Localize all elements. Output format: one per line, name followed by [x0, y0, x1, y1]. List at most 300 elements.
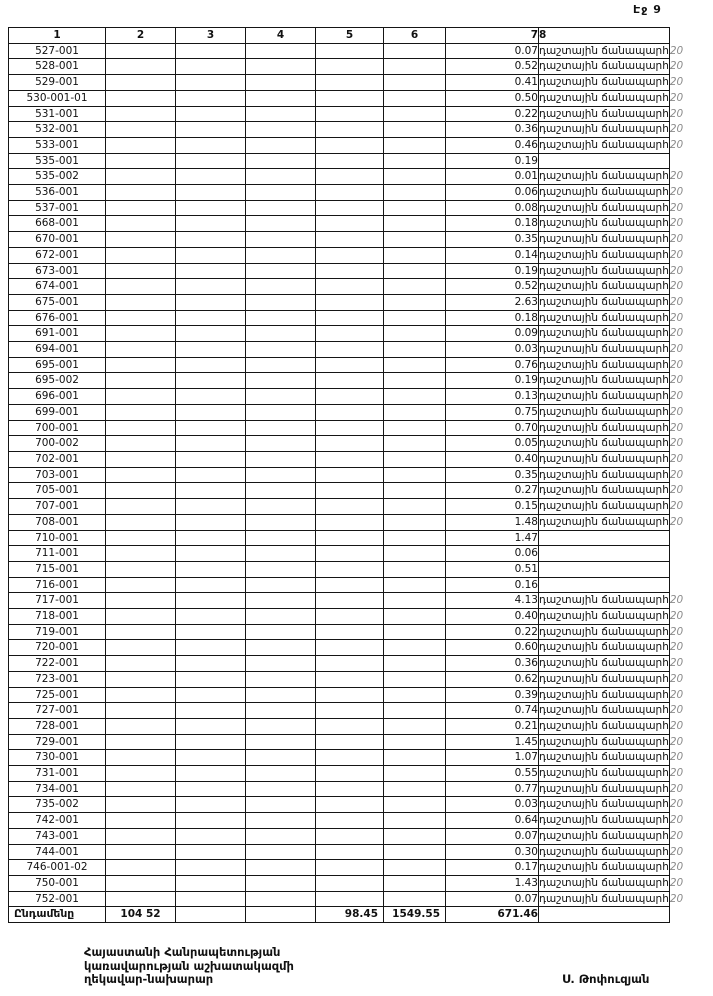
total-col8-cell	[539, 907, 670, 923]
col2-cell	[106, 530, 176, 546]
table-body	[9, 43, 712, 907]
col2-cell	[106, 514, 176, 530]
margin-mark: 20	[669, 798, 684, 811]
margin-mark: 20	[669, 186, 684, 199]
margin-mark	[669, 561, 711, 577]
col4-cell	[246, 373, 316, 389]
code-cell: 694-001	[9, 342, 106, 358]
type-cell: դաշտային ճանապարհ	[539, 640, 670, 656]
margin-mark: 20	[669, 468, 684, 481]
table-row	[9, 373, 712, 389]
margin-mark: 20	[669, 343, 684, 356]
margin-mark	[669, 153, 711, 169]
col3-cell	[176, 122, 246, 138]
col4-cell	[246, 232, 316, 248]
margin-mark: 20	[669, 327, 684, 340]
margin-mark: 20	[669, 91, 684, 104]
col5-cell	[316, 546, 384, 562]
col3-cell	[176, 310, 246, 326]
type-cell: դաշտային ճանապարհ	[539, 797, 670, 813]
col2-cell	[106, 860, 176, 876]
col3-cell	[176, 687, 246, 703]
table-row	[9, 436, 712, 452]
col3-cell	[176, 671, 246, 687]
type-cell: դաշտային ճանապարհ	[539, 609, 670, 625]
col5-cell	[316, 687, 384, 703]
col2-cell	[106, 467, 176, 483]
code-cell: 719-001	[9, 624, 106, 640]
area-cell: 0.64	[446, 813, 539, 829]
code-cell: 529-001	[9, 75, 106, 91]
land-parcel-table	[8, 27, 712, 923]
col5-cell	[316, 781, 384, 797]
margin-mark: 20	[669, 610, 684, 623]
col2-cell	[106, 106, 176, 122]
type-cell: դաշտային ճանապարհ	[539, 404, 670, 420]
col6-cell	[384, 624, 446, 640]
col5-cell	[316, 844, 384, 860]
col3-cell	[176, 781, 246, 797]
code-cell: 528-001	[9, 59, 106, 75]
table-row	[9, 891, 712, 907]
code-cell: 695-002	[9, 373, 106, 389]
code-cell: 691-001	[9, 326, 106, 342]
table-row	[9, 106, 712, 122]
col4-cell	[246, 43, 316, 59]
total-col4-cell	[246, 907, 316, 923]
type-cell: դաշտային ճանապարհ	[539, 891, 670, 907]
col6-cell	[384, 671, 446, 687]
col6-cell	[384, 169, 446, 185]
code-cell: 722-001	[9, 656, 106, 672]
code-cell: 674-001	[9, 279, 106, 295]
col5-cell	[316, 734, 384, 750]
type-cell: դաշտային ճանապարհ	[539, 200, 670, 216]
col3-cell	[176, 294, 246, 310]
col4-cell	[246, 577, 316, 593]
code-cell: 531-001	[9, 106, 106, 122]
table-row	[9, 593, 712, 609]
type-cell: դաշտային ճանապարհ	[539, 687, 670, 703]
code-cell: 742-001	[9, 813, 106, 829]
table-row	[9, 357, 712, 373]
total-col3-cell	[176, 907, 246, 923]
col5-cell	[316, 624, 384, 640]
column-header: 3	[176, 28, 246, 44]
col2-cell	[106, 797, 176, 813]
col3-cell	[176, 326, 246, 342]
col3-cell	[176, 656, 246, 672]
area-cell: 0.01	[446, 169, 539, 185]
col2-cell	[106, 294, 176, 310]
table-row	[9, 561, 712, 577]
col6-cell	[384, 137, 446, 153]
col3-cell	[176, 373, 246, 389]
col4-cell	[246, 59, 316, 75]
type-cell: դաշտային ճանապարհ	[539, 875, 670, 891]
table-row	[9, 483, 712, 499]
margin-mark: 20	[669, 484, 684, 497]
col3-cell	[176, 247, 246, 263]
col5-cell	[316, 342, 384, 358]
col5-cell	[316, 561, 384, 577]
table-row	[9, 875, 712, 891]
area-cell: 0.22	[446, 106, 539, 122]
margin-mark	[669, 530, 711, 546]
type-cell: դաշտային ճանապարհ	[539, 169, 670, 185]
table-row	[9, 640, 712, 656]
area-cell: 0.14	[446, 247, 539, 263]
col6-cell	[384, 294, 446, 310]
col5-cell	[316, 404, 384, 420]
col5-cell	[316, 326, 384, 342]
area-cell: 0.76	[446, 357, 539, 373]
col5-cell	[316, 436, 384, 452]
type-cell: դաշտային ճանապարհ	[539, 137, 670, 153]
margin-mark: 20	[669, 735, 684, 748]
margin-mark: 20	[669, 704, 684, 717]
area-cell: 0.60	[446, 640, 539, 656]
total-col2-value: 104 52	[106, 907, 176, 923]
col2-cell	[106, 263, 176, 279]
margin-mark: 20	[669, 672, 684, 685]
code-cell: 535-001	[9, 153, 106, 169]
code-cell: 744-001	[9, 844, 106, 860]
area-cell: 0.70	[446, 420, 539, 436]
type-cell	[539, 546, 670, 562]
area-cell: 0.07	[446, 43, 539, 59]
col6-cell	[384, 216, 446, 232]
code-cell: 727-001	[9, 703, 106, 719]
col4-cell	[246, 483, 316, 499]
type-cell: դաշտային ճանապարհ	[539, 718, 670, 734]
col4-cell	[246, 750, 316, 766]
col2-cell	[106, 609, 176, 625]
col3-cell	[176, 153, 246, 169]
area-cell: 0.40	[446, 609, 539, 625]
margin-mark: 20	[669, 248, 684, 261]
code-cell: 532-001	[9, 122, 106, 138]
code-cell: 668-001	[9, 216, 106, 232]
col3-cell	[176, 43, 246, 59]
col6-cell	[384, 467, 446, 483]
margin-mark: 20	[669, 44, 684, 57]
table-row	[9, 797, 712, 813]
code-cell: 730-001	[9, 750, 106, 766]
table-row	[9, 828, 712, 844]
table-row	[9, 326, 712, 342]
type-cell	[539, 561, 670, 577]
col4-cell	[246, 357, 316, 373]
col6-cell	[384, 310, 446, 326]
col6-cell	[384, 75, 446, 91]
col2-cell	[106, 561, 176, 577]
col3-cell	[176, 593, 246, 609]
type-cell: դաշտային ճանապարհ	[539, 828, 670, 844]
area-cell: 0.21	[446, 718, 539, 734]
area-cell: 0.46	[446, 137, 539, 153]
type-cell: դաշտային ճանապարհ	[539, 342, 670, 358]
area-cell: 2.63	[446, 294, 539, 310]
col3-cell	[176, 640, 246, 656]
table-row	[9, 671, 712, 687]
type-cell: դաշտային ճանապարհ	[539, 781, 670, 797]
col6-cell	[384, 860, 446, 876]
issuer-block	[84, 946, 294, 987]
margin-mark: 20	[669, 500, 684, 513]
col4-cell	[246, 122, 316, 138]
col2-cell	[106, 310, 176, 326]
col6-cell	[384, 59, 446, 75]
col6-cell	[384, 609, 446, 625]
table-row	[9, 624, 712, 640]
col5-cell	[316, 216, 384, 232]
margin-gutter	[669, 28, 711, 44]
code-cell: 696-001	[9, 389, 106, 405]
col4-cell	[246, 420, 316, 436]
col2-cell	[106, 734, 176, 750]
col5-cell	[316, 200, 384, 216]
col4-cell	[246, 75, 316, 91]
col6-cell	[384, 514, 446, 530]
type-cell: դաշտային ճանապարհ	[539, 750, 670, 766]
col6-cell	[384, 106, 446, 122]
col6-cell	[384, 200, 446, 216]
total-row	[9, 907, 712, 923]
col2-cell	[106, 279, 176, 295]
margin-mark: 20	[669, 295, 684, 308]
col5-cell	[316, 828, 384, 844]
type-cell: դաշտային ճանապարհ	[539, 90, 670, 106]
area-cell: 0.13	[446, 389, 539, 405]
col2-cell	[106, 624, 176, 640]
col2-cell	[106, 420, 176, 436]
col3-cell	[176, 546, 246, 562]
col4-cell	[246, 247, 316, 263]
margin-mark: 20	[669, 452, 684, 465]
code-cell: 711-001	[9, 546, 106, 562]
table-row	[9, 75, 712, 91]
col4-cell	[246, 687, 316, 703]
type-cell: դաշտային ճանապարհ	[539, 43, 670, 59]
col6-cell	[384, 875, 446, 891]
col2-cell	[106, 718, 176, 734]
table-row	[9, 451, 712, 467]
area-cell: 0.27	[446, 483, 539, 499]
area-cell: 0.75	[446, 404, 539, 420]
margin-gutter	[669, 907, 711, 923]
type-cell: դաշտային ճանապարհ	[539, 624, 670, 640]
code-cell: 707-001	[9, 499, 106, 515]
col5-cell	[316, 593, 384, 609]
col4-cell	[246, 467, 316, 483]
type-cell: դաշտային ճանապարհ	[539, 106, 670, 122]
type-cell: դաշտային ճանապարհ	[539, 389, 670, 405]
col4-cell	[246, 514, 316, 530]
total-col7-value: 671.46	[446, 907, 539, 923]
col5-cell	[316, 718, 384, 734]
table-row	[9, 609, 712, 625]
col6-cell	[384, 703, 446, 719]
col2-cell	[106, 137, 176, 153]
col3-cell	[176, 844, 246, 860]
table-row	[9, 263, 712, 279]
col3-cell	[176, 200, 246, 216]
col5-cell	[316, 153, 384, 169]
margin-mark: 20	[669, 782, 684, 795]
col5-cell	[316, 514, 384, 530]
col3-cell	[176, 766, 246, 782]
col2-cell	[106, 185, 176, 201]
col4-cell	[246, 310, 316, 326]
table-row	[9, 734, 712, 750]
table-row	[9, 687, 712, 703]
code-cell: 535-002	[9, 169, 106, 185]
code-cell: 708-001	[9, 514, 106, 530]
col3-cell	[176, 609, 246, 625]
col5-cell	[316, 451, 384, 467]
area-cell: 0.36	[446, 122, 539, 138]
col6-cell	[384, 357, 446, 373]
col3-cell	[176, 530, 246, 546]
margin-mark: 20	[669, 814, 684, 827]
area-cell: 0.06	[446, 185, 539, 201]
margin-mark: 20	[669, 861, 684, 874]
area-cell: 0.19	[446, 373, 539, 389]
col4-cell	[246, 734, 316, 750]
col3-cell	[176, 169, 246, 185]
area-cell: 0.39	[446, 687, 539, 703]
type-cell	[539, 577, 670, 593]
margin-mark	[669, 546, 711, 562]
col2-cell	[106, 875, 176, 891]
col4-cell	[246, 185, 316, 201]
column-header: 8	[539, 28, 670, 44]
col5-cell	[316, 232, 384, 248]
table-row	[9, 342, 712, 358]
col3-cell	[176, 90, 246, 106]
col6-cell	[384, 185, 446, 201]
total-col6-value: 1549.55	[384, 907, 446, 923]
col2-cell	[106, 844, 176, 860]
col3-cell	[176, 59, 246, 75]
col5-cell	[316, 499, 384, 515]
code-cell: 530-001-01	[9, 90, 106, 106]
area-cell: 0.77	[446, 781, 539, 797]
col3-cell	[176, 216, 246, 232]
col3-cell	[176, 404, 246, 420]
type-cell: դաշտային ճանապարհ	[539, 216, 670, 232]
area-cell: 0.09	[446, 326, 539, 342]
code-cell: 717-001	[9, 593, 106, 609]
col6-cell	[384, 891, 446, 907]
col3-cell	[176, 75, 246, 91]
col6-cell	[384, 797, 446, 813]
code-cell: 725-001	[9, 687, 106, 703]
table-row	[9, 530, 712, 546]
table-row	[9, 389, 712, 405]
col3-cell	[176, 860, 246, 876]
area-cell: 0.19	[446, 153, 539, 169]
col4-cell	[246, 342, 316, 358]
area-cell: 4.13	[446, 593, 539, 609]
table-row	[9, 860, 712, 876]
header-row	[9, 28, 712, 44]
col6-cell	[384, 593, 446, 609]
col5-cell	[316, 766, 384, 782]
type-cell: դաշտային ճանապարհ	[539, 483, 670, 499]
col6-cell	[384, 766, 446, 782]
col5-cell	[316, 530, 384, 546]
col3-cell	[176, 483, 246, 499]
margin-mark: 20	[669, 264, 684, 277]
signature-name: Ս. Թոփուզյան	[562, 972, 650, 986]
col6-cell	[384, 451, 446, 467]
col4-cell	[246, 436, 316, 452]
type-cell: դաշտային ճանապարհ	[539, 185, 670, 201]
col4-cell	[246, 875, 316, 891]
code-cell: 731-001	[9, 766, 106, 782]
col4-cell	[246, 624, 316, 640]
col4-cell	[246, 781, 316, 797]
type-cell: դաշտային ճանապարհ	[539, 263, 670, 279]
type-cell: դաշտային ճանապարհ	[539, 59, 670, 75]
code-cell: 729-001	[9, 734, 106, 750]
col4-cell	[246, 828, 316, 844]
code-cell: 537-001	[9, 200, 106, 216]
code-cell: 536-001	[9, 185, 106, 201]
type-cell: դաշտային ճանապարհ	[539, 122, 670, 138]
area-cell: 0.52	[446, 279, 539, 295]
col2-cell	[106, 499, 176, 515]
col4-cell	[246, 718, 316, 734]
col2-cell	[106, 687, 176, 703]
table-row	[9, 153, 712, 169]
table-row	[9, 404, 712, 420]
type-cell: դաշտային ճանապարհ	[539, 844, 670, 860]
code-cell: 718-001	[9, 609, 106, 625]
margin-mark: 20	[669, 217, 684, 230]
col5-cell	[316, 373, 384, 389]
col4-cell	[246, 561, 316, 577]
col6-cell	[384, 483, 446, 499]
col6-cell	[384, 546, 446, 562]
column-header: 4	[246, 28, 316, 44]
col2-cell	[106, 75, 176, 91]
col6-cell	[384, 734, 446, 750]
col5-cell	[316, 43, 384, 59]
code-cell: 672-001	[9, 247, 106, 263]
col5-cell	[316, 656, 384, 672]
area-cell: 0.03	[446, 797, 539, 813]
col5-cell	[316, 609, 384, 625]
col5-cell	[316, 813, 384, 829]
col2-cell	[106, 671, 176, 687]
type-cell: դաշտային ճանապարհ	[539, 703, 670, 719]
area-cell: 1.48	[446, 514, 539, 530]
table-row	[9, 185, 712, 201]
total-col5-value: 98.45	[316, 907, 384, 923]
col6-cell	[384, 813, 446, 829]
margin-mark: 20	[669, 719, 684, 732]
table-row	[9, 420, 712, 436]
col6-cell	[384, 718, 446, 734]
margin-mark: 20	[669, 641, 684, 654]
col5-cell	[316, 860, 384, 876]
column-header: 2	[106, 28, 176, 44]
col2-cell	[106, 640, 176, 656]
col4-cell	[246, 137, 316, 153]
